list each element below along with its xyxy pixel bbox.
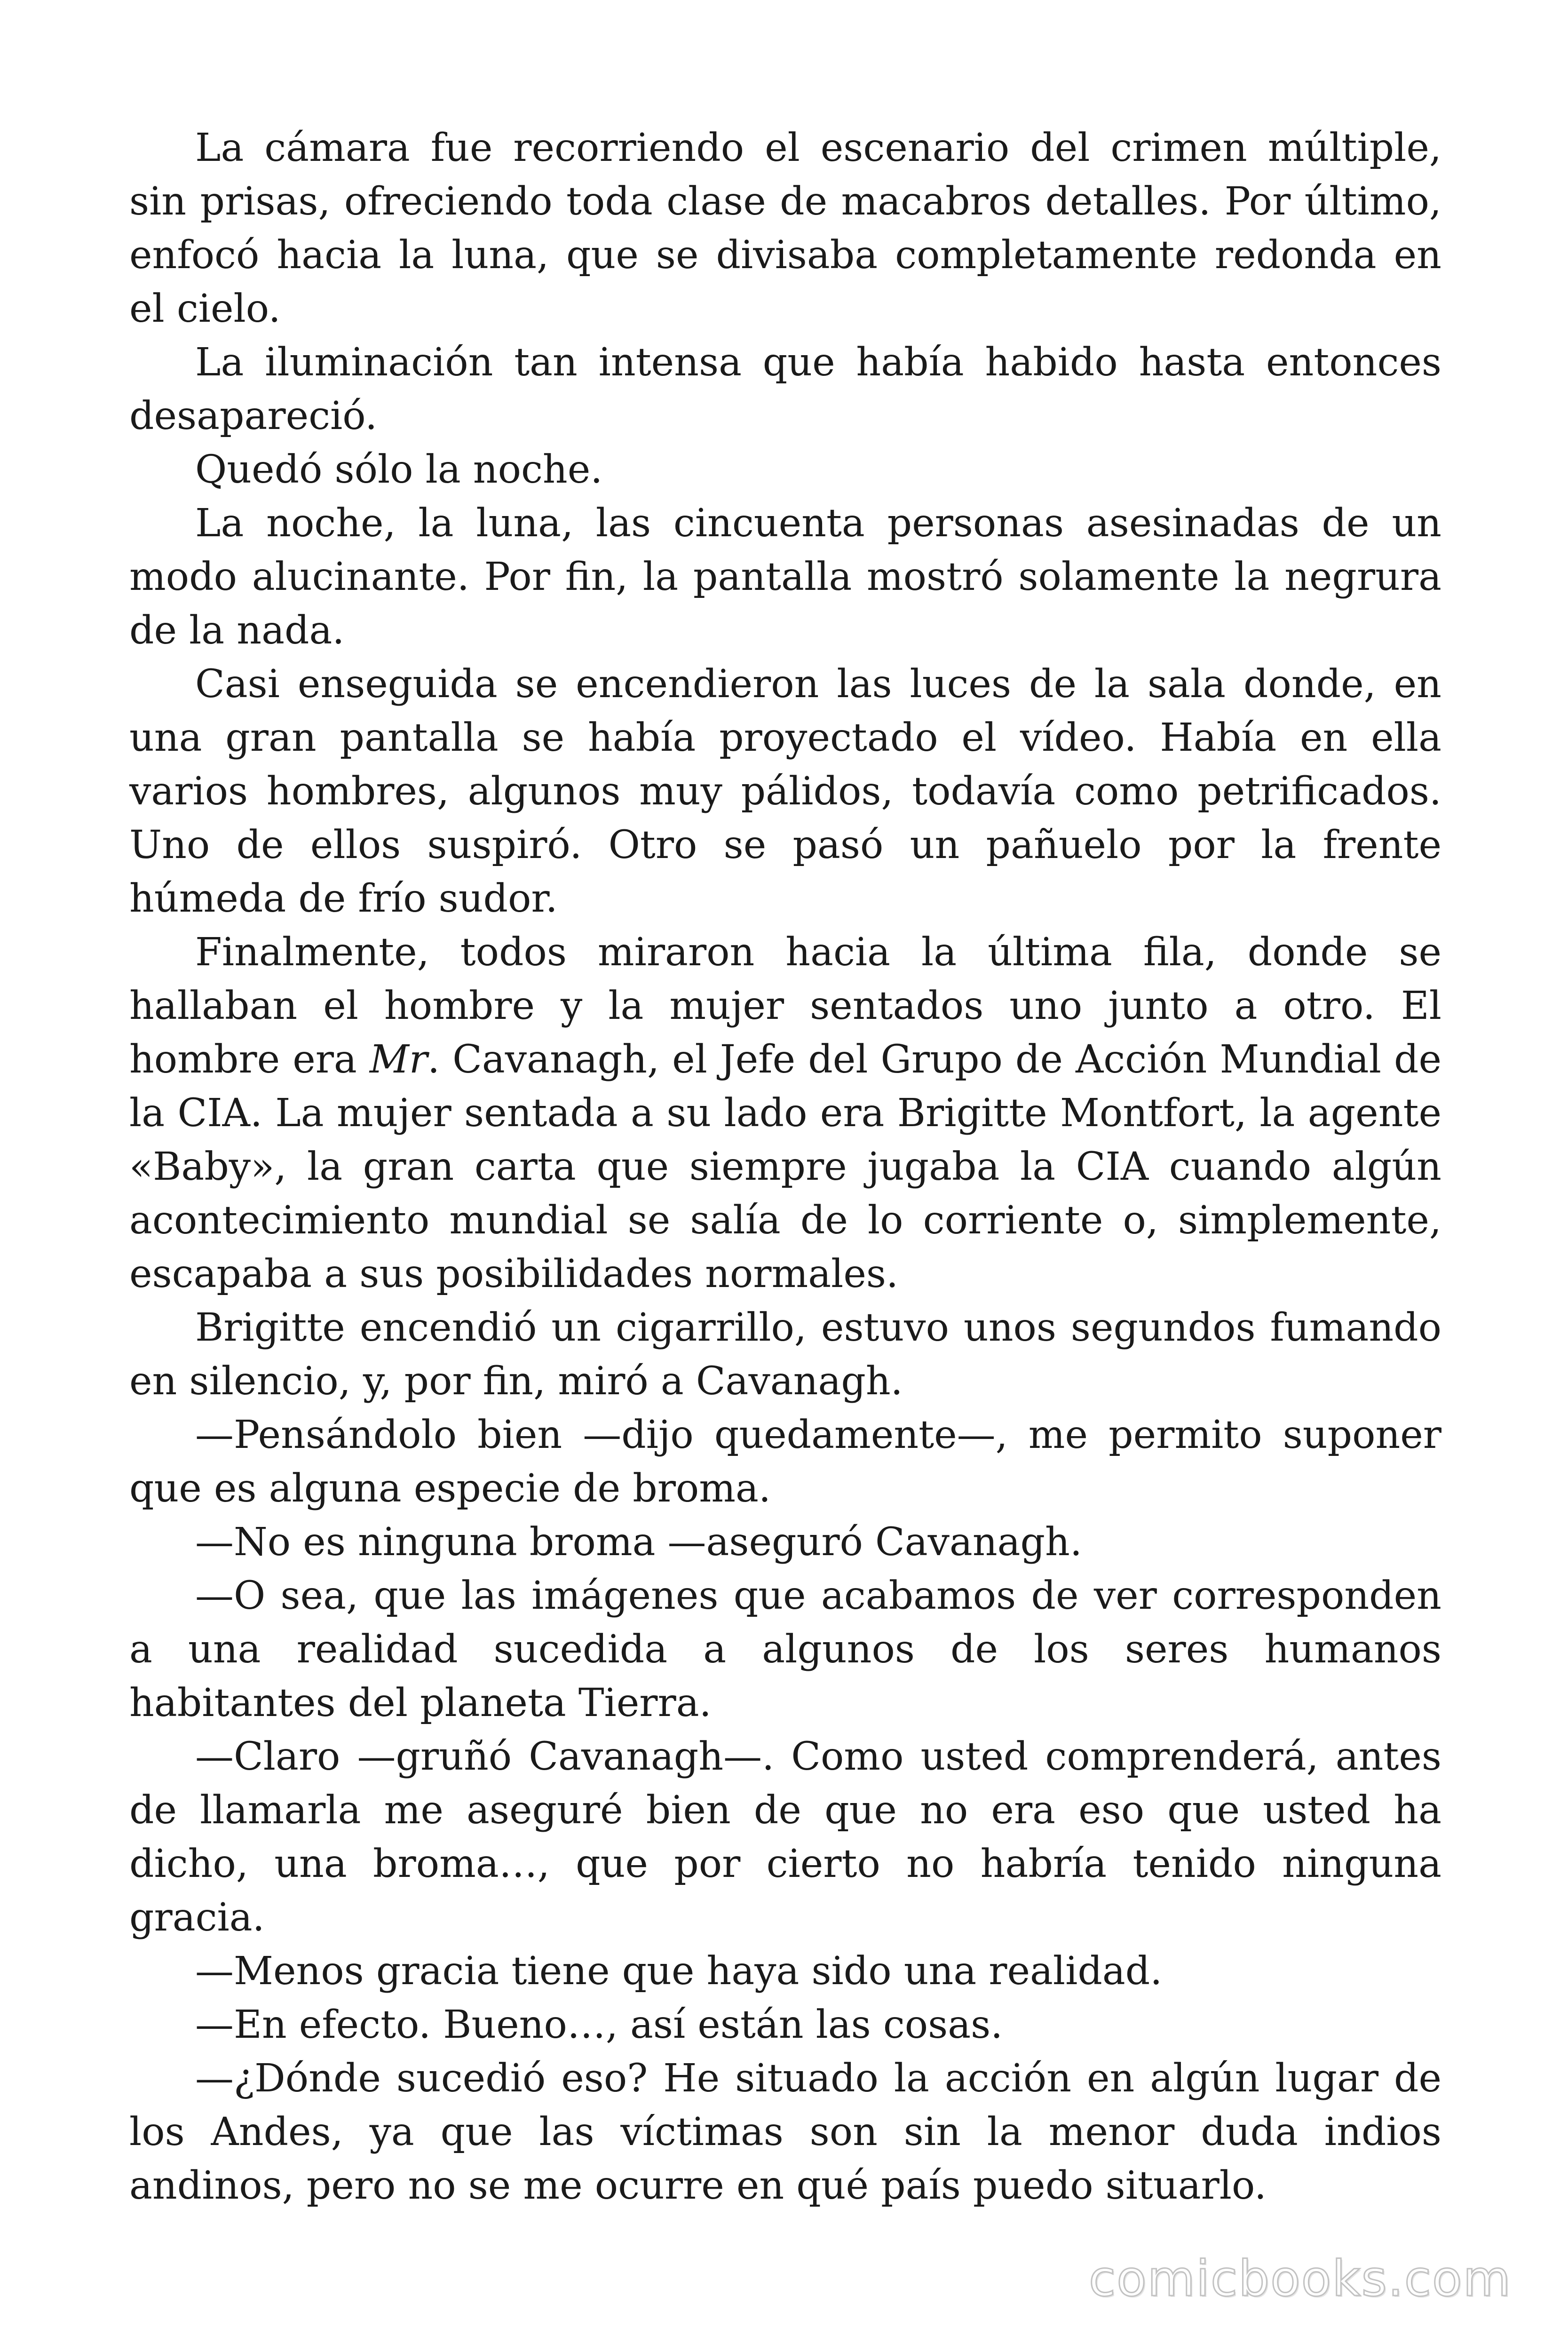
paragraph-text: Finalmente, todos miraron hacia la última fila, donde se hallaban el hombre y la mujer sentados uno junto a otro. El hombre era xyxy=(129,930,1441,1082)
paragraph xyxy=(129,926,1441,1301)
dialogue-paragraph: —Menos gracia tiene que haya sido una realidad. xyxy=(195,1949,1163,1994)
dialogue-paragraph: —No es ninguna broma —aseguró Cavanagh. xyxy=(195,1520,1082,1565)
paragraph: Brigitte encendió un cigarrillo, estuvo unos segundos fumando en silencio, y, por fin, miró a Cavanagh. xyxy=(129,1305,1441,1404)
paragraph: Quedó sólo la noche. xyxy=(195,447,603,492)
paragraph: La cámara fue recorriendo el escenario del crimen múltiple, sin prisas, ofreciendo toda clase de macabros detalles. Por último, enfocó hacia la luna, que se divisaba completamente redonda en el cielo. xyxy=(129,126,1441,331)
book-page-text xyxy=(129,121,1441,2213)
paragraph-text: . Cavanagh, el Jefe del Grupo de Acción Mundial de la CIA. La mujer sentada a su lado era Brigitte Montfort, la agente «Baby», la gran carta que siempre jugaba la CIA cuando algún acontecimiento mundial se salía de lo corriente o, simplemente, escapaba a sus posibilidades normales. xyxy=(129,1037,1441,1296)
dialogue-paragraph: —Pensándolo bien —dijo quedamente—, me permito suponer que es alguna especie de broma. xyxy=(129,1413,1441,1511)
italic-title: Mr xyxy=(369,1037,428,1082)
dialogue-paragraph: —¿Dónde sucedió eso? He situado la acción en algún lugar de los Andes, ya que las víctimas son sin la menor duda indios andinos, pero no se me ocurre en qué país puedo situarlo. xyxy=(129,2056,1441,2208)
watermark: comicbooks.com xyxy=(1088,2250,1512,2307)
dialogue-paragraph: —En efecto. Bueno…, así están las cosas. xyxy=(195,2002,1003,2047)
paragraph: La iluminación tan intensa que había habido hasta entonces desapareció. xyxy=(129,340,1441,438)
dialogue-paragraph: —O sea, que las imágenes que acabamos de ver corresponden a una realidad sucedida a algunos de los seres humanos habitantes del planeta Tierra. xyxy=(129,1573,1441,1725)
dialogue-paragraph: —Claro —gruñó Cavanagh—. Como usted comprenderá, antes de llamarla me aseguré bien de que no era eso que usted ha dicho, una broma…, que por cierto no habría tenido ninguna gracia. xyxy=(129,1734,1441,1940)
paragraph: Casi enseguida se encendieron las luces de la sala donde, en una gran pantalla se había proyectado el vídeo. Había en ella varios hombres, algunos muy pálidos, todavía como petrificados. Uno de ellos suspiró. Otro se pasó un pañuelo por la frente húmeda de frío sudor. xyxy=(129,662,1441,921)
paragraph: La noche, la luna, las cincuenta personas asesinadas de un modo alucinante. Por fin, la pantalla mostró solamente la negrura de la nada. xyxy=(129,501,1441,653)
